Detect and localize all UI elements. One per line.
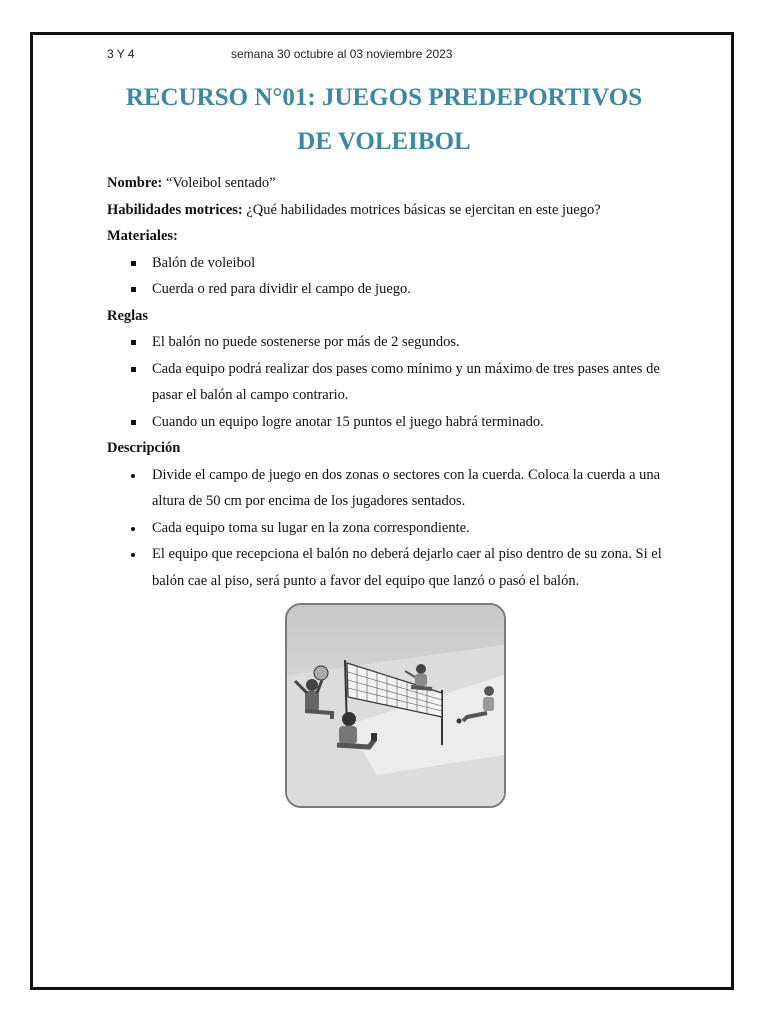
reglas-list [107, 329, 667, 435]
nombre-value: “Voleibol sentado” [162, 175, 276, 191]
materiales-heading: Materiales: [107, 228, 178, 244]
list-item: Divide el campo de juego en dos zonas o sectores con la cuerda. Coloca la cuerda a una altura de 50 cm por encima de los jugadores sentados. [107, 462, 667, 515]
list-item: Cada equipo podrá realizar dos pases como mínimo y un máximo de tres pases antes de pasar el balón al campo contrario. [107, 356, 667, 409]
title-line-2: DE VOLEIBOL [297, 128, 471, 155]
sitting-volleyball-illustration [285, 603, 506, 808]
grade-label: 3 Y 4 [107, 47, 135, 61]
illustration-svg [287, 605, 504, 806]
nombre-label: Nombre: [107, 175, 163, 191]
habilidades-row [107, 197, 667, 224]
list-item: Cuando un equipo logre anotar 15 puntos el juego habrá terminado. [107, 409, 667, 436]
habilidades-label: Habilidades motrices: [107, 201, 243, 218]
list-item: El balón no puede sostenerse por más de 2 segundos. [107, 329, 667, 356]
materiales-list [107, 250, 667, 303]
list-item: Cada equipo toma su lugar en la zona correspondiente. [107, 515, 667, 542]
document-body [107, 170, 667, 594]
habilidades-question: ¿Qué habilidades motrices básicas se ejercitan en este juego? [242, 201, 601, 218]
list-item: Cuerda o red para dividir el campo de juego. [107, 276, 667, 303]
descripcion-heading: Descripción [107, 440, 181, 456]
nombre-row [107, 170, 667, 197]
reglas-heading: Reglas [107, 307, 149, 324]
week-dates: semana 30 octubre al 03 noviembre 2023 [231, 47, 453, 61]
descripcion-list [107, 462, 667, 595]
list-item: Balón de voleibol [107, 250, 667, 277]
list-item: El equipo que recepciona el balón no deberá dejarlo caer al piso dentro de su zona. Si el balón cae al piso, será punto a favor del equipo que lanzó o pasó el balón. [107, 541, 667, 594]
title-line-1: RECURSO N°01: JUEGOS PREDEPORTIVOS [125, 84, 643, 111]
